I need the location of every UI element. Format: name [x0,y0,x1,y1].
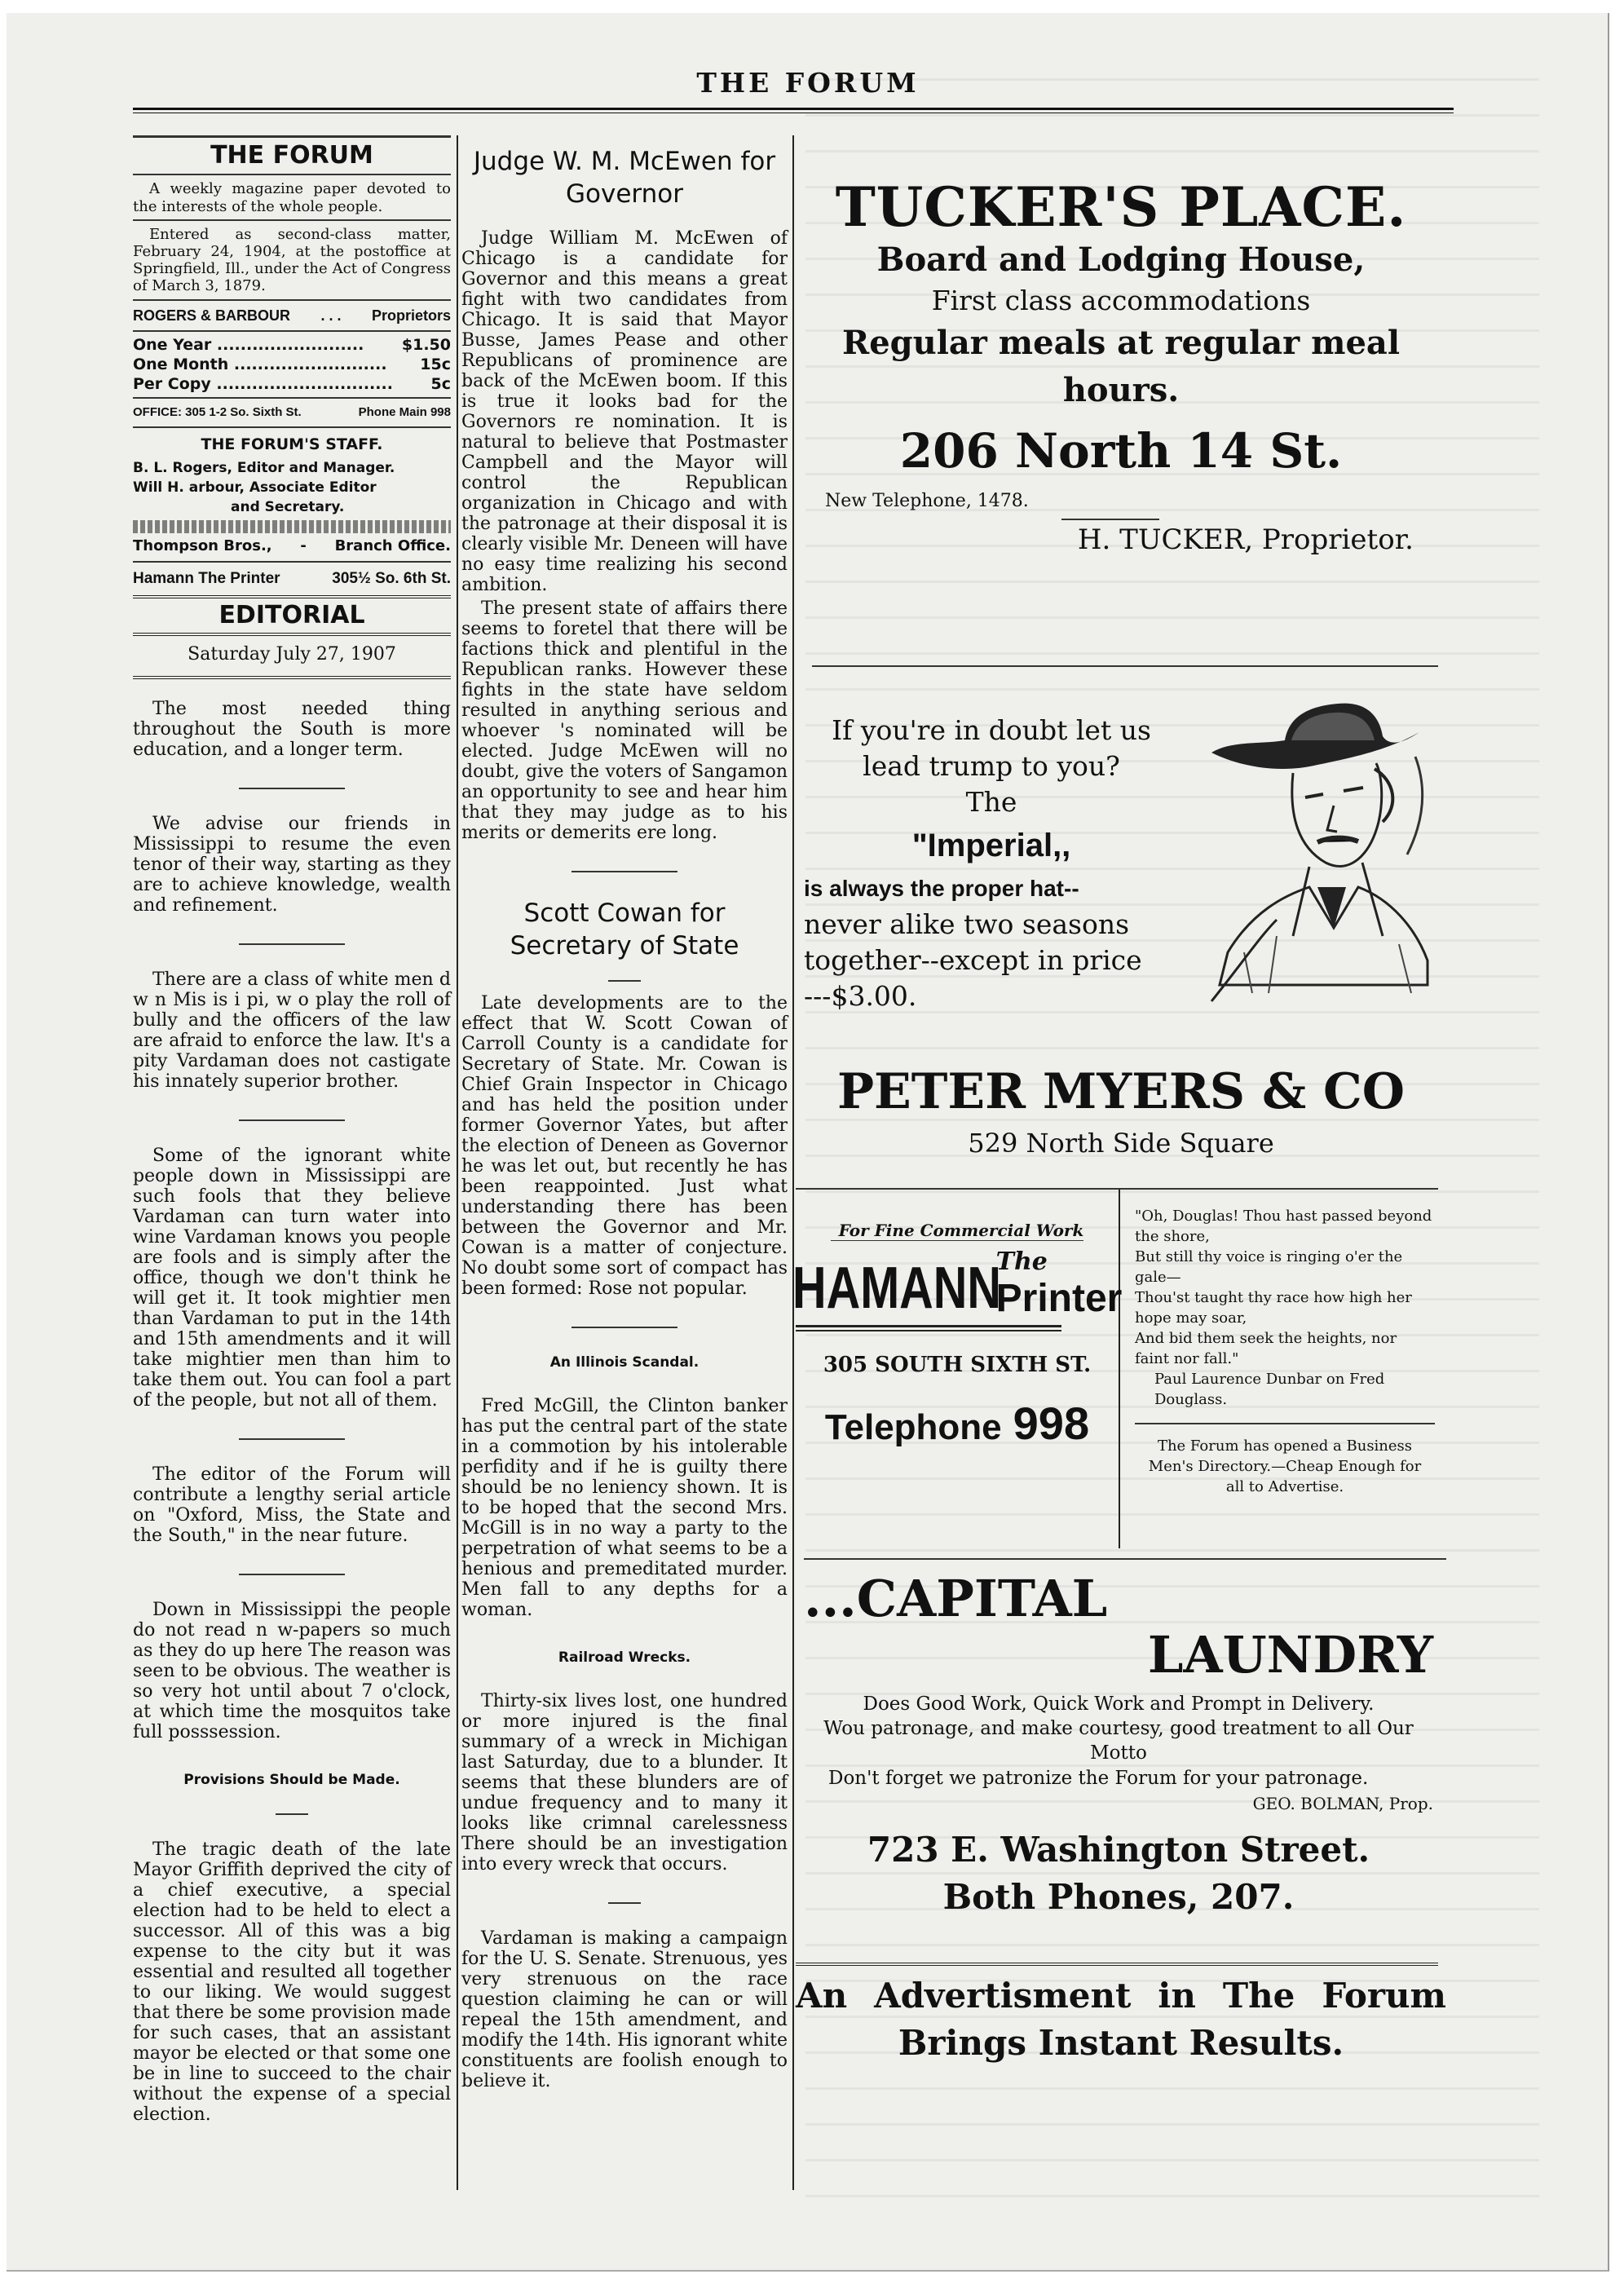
article-paragraph: Fred McGill, the Clinton banker has put the central part of the state in a commotion by his intolerable perfidity and if he is guilty there should be no leniency shown. It is to be hoped that the second Mrs. McGill is in no way a party to the perpetration of what seems to be a henious and premeditated murder. Men fall to any depths for a woman. [461,1396,788,1620]
hamann-poem-row [792,1190,1446,1548]
right-column [792,135,1446,2067]
hamann-logo [792,1247,1123,1322]
branch-name: Thompson Bros., [133,537,272,554]
article-paragraph: Late developments are to the effect that W. Scott Cowan of Carroll County is a candidate for Secretary of State. Mr. Cowan is Chief Grain Inspector in Chicago and has held the position under former Governor Yates, but after the election of Deneen as Governor he was let out, but recently he has been reappointed. Just what understanding there has been between the Governor and Mr. Cowan is a matter of conjecture. No doubt some sort of compact has been formed: Rose not popular. [461,993,788,1299]
headline-wrecks: Railroad Wrecks. [558,1649,691,1666]
proprietors-names: ROGERS & BARBOUR [133,307,291,324]
peter-myers-company: PETER MYERS & CO [836,1063,1406,1120]
poem-line: "Oh, Douglas! Thou hast passed beyond the shore, [1135,1208,1432,1245]
tucker-ad [796,135,1446,665]
tucker-line3: Regular meals at regular meal hours. [841,324,1401,409]
branch-separator: - [300,537,307,554]
forum-advertising-ad [796,1966,1446,2067]
column-divider-left [457,135,458,2190]
staff-title: THE FORUM'S STAFF. [201,435,383,453]
article-paragraph: Vardaman is making a campaign for the U. S. Senate. Strenuous, yes very strenuous on the race question claiming he can or will repeal the 15th amendment, and modify the 14th. His ignorant white constituents are foolish enough to believe it. [461,1928,788,2091]
headline-cowan: Scott Cowan for Secretary of State [510,899,739,960]
hamann-telephone-number: 998 [1013,1398,1090,1449]
editorial-paragraph: The editor of the Forum will contribute a lengthy serial article on "Oxford, Miss, the State and the South," in the near future. [133,1464,451,1546]
office-address: OFFICE: 305 1-2 So. Sixth St. [133,405,302,419]
peter-myers-address: 529 North Side Square [968,1128,1274,1159]
laundry-title1: ...CAPITAL [804,1569,1108,1628]
hamann-ad [792,1190,1123,1548]
editorial-paragraph: We advise our friends in Mississippi to resume the even tenor of their way, starting as they are to achieve knowledge, wealth and refinement. [133,814,451,916]
poem-line: But still thy voice is ringing o'er the gale— [1135,1248,1403,1286]
rate-label: One Month .......................... [133,355,387,373]
laundry-title2: LAUNDRY [1147,1625,1433,1685]
office-phone: Phone Main 998 [358,405,451,419]
rate-price: 15c [420,355,451,373]
footer-ad-line2: Brings Instant Results. [898,2023,1344,2063]
imperial-line1: If you're in doubt let us lead trump to you? [832,714,1151,782]
tucker-title: TUCKER'S PLACE. [835,175,1407,239]
capital-laundry-ad [796,1571,1446,1963]
forum-intro: A weekly magazine paper devoted to the interests of the whole people. [133,180,451,215]
hamann-telephone [796,1397,1119,1450]
headline-scandal: An Illinois Scandal. [549,1354,699,1371]
editorial-paragraph: Down in Mississippi the people do not read n w-papers so much as they do up here The reason was seen to be obvious. The weather is so very hot until about 7 o'clock, at which time the mosquitos take full posssession. [133,1600,451,1742]
laundry-line2: Wou patronage, and make courtesy, good treatment to all Our Motto [823,1718,1414,1764]
laundry-prop: GEO. BOLMAN, Prop. [1252,1794,1433,1813]
peter-myers-block [796,1062,1446,1165]
laundry-line3: Don't forget we patronize the Forum for your patronage. [828,1768,1369,1789]
imperial-hat-ad [796,667,1446,1062]
tucker-phone-row [796,491,1446,520]
proprietors-label: Proprietors [371,307,451,324]
tucker-address: 206 North 14 St. [899,423,1343,479]
article-paragraph: The present state of affairs there seems to foretel that there will be factions thick and plentiful in the Republican ranks. However these fights in the state have seldom resulted in anything serious and whoever 's nominated will be elected. Judge McEwen will no doubt, give the voters of Sangamon an opportunity to see and hear him that they may judge as to his merits or demerits ere long. [461,598,788,843]
rate-price: 5c [430,375,451,393]
printer-row [133,563,451,595]
laundry-line1: Does Good Work, Quick Work and Prompt in Delivery. [863,1693,1375,1715]
imperial-line4: never alike two seasons together--except in price [804,908,1142,976]
proprietors-dots: . . . [320,307,342,324]
tucker-proprietor: H. TUCKER, Proprietor. [1077,523,1414,556]
issue-date: Saturday July 27, 1907 [188,644,396,665]
editorial-paragraph: The most needed thing throughout the South is more education, and a longer term. [133,699,451,760]
hamann-the: The [995,1247,1048,1276]
printer-address: 305½ So. 6th St. [332,570,451,587]
imperial-line3: is always the proper hat-- [804,876,1079,901]
hamann-tagline: For Fine Commercial Work [831,1221,1084,1241]
rate-row [133,335,451,355]
tucker-line1: Board and Lodging House, [876,241,1366,279]
middle-column [461,135,788,2119]
rate-row [133,355,451,374]
poem-box [1120,1190,1446,1548]
branch-office: Branch Office. [334,537,451,554]
hamann-address: 305 SOUTH SIXTH ST. [823,1353,1092,1377]
imperial-line2: The [965,786,1017,818]
masthead: THE FORUM [696,67,920,99]
rate-label: Per Copy .............................. [133,375,393,393]
footer-ad-line1: An Advertisment in The Forum [796,1976,1446,2016]
poem-attribution: Paul Laurence Dunbar on Fred Douglass. [1154,1371,1385,1408]
staff-line: Will H. arbour, Associate Editor [133,479,377,496]
rate-row [133,374,451,394]
staff-line: and Secretary. [231,499,345,515]
laundry-phones: Both Phones, 207. [942,1877,1295,1917]
rate-label: One Year ......................... [133,336,364,354]
provisions-paragraph: The tragic death of the late Mayor Griffith deprived the city of a chief executive, a special election had to be held to elect a successor. All of this was a big expense to the city but it was essential and resulted all together to our liking. We would suggest that there be some provision made for such cases, that an assistant mayor be elected or that some one be in line to succeed to the chair without the expense of a special election. [133,1839,451,2125]
rate-price: $1.50 [401,336,451,354]
forum-info-box [133,135,451,679]
hamann-printer: Printer [995,1277,1123,1320]
business-directory-note: The Forum has opened a Business Men's Directory.—Cheap Enough for all to Advertise. [1148,1437,1422,1495]
branch-row [133,537,451,556]
printer-name: Hamann The Printer [133,570,280,587]
editorial-heading: EDITORIAL [218,601,365,629]
article-paragraph: Thirty-six lives lost, one hundred or more injured is the final summary of a wreck in Michigan last Saturday, due to a blunder. It seems that these blunders are of undue frequency and to many it looks like crimnal carelessness There should be an investigation into every wreck that occurs. [461,1691,788,1875]
article-paragraph: Judge William M. McEwen of Chicago is a candidate for Governor and this means a great fight with two candidates from Chicago. It is said that Mayor Busse, James Pease and other Republicans of prominence are back of the McEwen boom. If this is true it looks bad for the Governors re nomination. It is natural to believe that Postmaster Campbell and the Mayor will control the Republican organization in Chicago and with the patronage at their disposal it is clearly visible Mr. Deneen will have no easy time realizing his second ambition. [461,228,788,595]
left-column [133,135,451,2153]
hamann-telephone-label: Telephone [824,1407,1002,1447]
man-in-hat-illustration-icon [1195,691,1440,1018]
provisions-heading: Provisions Should be Made. [183,1772,400,1788]
laundry-address: 723 E. Washington Street. [867,1830,1370,1870]
forum-box-title: THE FORUM [210,141,373,170]
staff-line: B. L. Rogers, Editor and Manager. [133,460,395,476]
editorial-paragraph: Some of the ignorant white people down in Mississippi are such fools that they believe Vardaman can turn water into wine Vardaman knows you people are fools and is simply after the office, though we don't think he will get it. It took mightier men than Vardaman to put in the 14th and 15th amendments and it will take mightier men than him to take them out. You can fool a part of the people, but not all of them. [133,1146,451,1411]
smudged-line [133,520,451,533]
office-row [133,399,451,426]
tucker-line2: First class accommodations [931,285,1311,316]
imperial-name: "Imperial,, [911,828,1071,863]
entered-notice: Entered as second-class matter, February 24, 1904, at the postoffice at Springfield, Ill., under the Act of Congress of March 3, 1879. [133,226,451,294]
rates-list [133,332,451,397]
imperial-text [796,713,1179,1014]
column-divider-right [792,135,794,2190]
newspaper-page [7,13,1609,2272]
tucker-telephone: New Telephone, 1478. [825,491,1029,511]
masthead-rule [133,108,1454,110]
imperial-price: ---$3.00. [804,980,917,1012]
editorial-paragraph: There are a class of white men d w n Mis is i pi, w o play the roll of bully and the officers of the law are afraid to enforce the law. It's a pity Vardaman does not castigate his innately superior brother. [133,969,451,1092]
poem-line: And bid them seek the heights, nor faint nor fall." [1135,1330,1397,1367]
staff-list [133,458,451,517]
poem-line: Thou'st taught thy race how high her hope may soar, [1135,1289,1412,1327]
hamann-name: HAMANN [792,1256,1001,1321]
headline-mcewen: Judge W. M. McEwen for Governor [473,147,776,209]
proprietors-row [133,301,451,330]
